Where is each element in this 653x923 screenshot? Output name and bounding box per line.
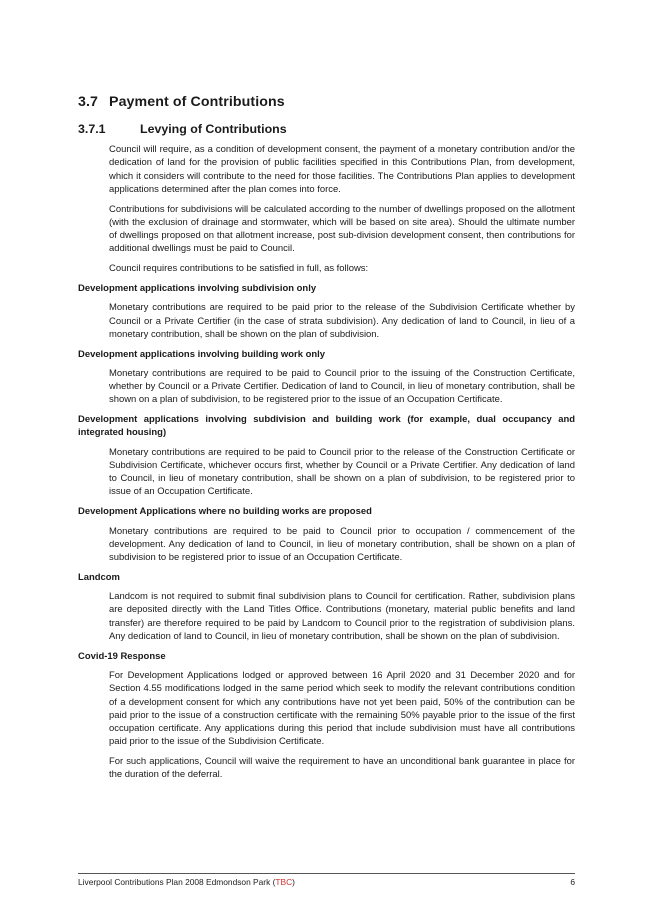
intro-paragraph: Council will require, as a condition of development consent, the payment of a monetary contribution and/or the dedication of land for the provision of public facilities specified in this Contributions Plan, from development, which it considers will contribute to the need for those facilities. The Contributions Plan applies to development applications determined after the plan comes into force. (109, 144, 575, 195)
footer-title-text: Liverpool Contributions Plan 2008 Edmondson Park ( (78, 877, 276, 887)
page-number: 6 (570, 877, 575, 887)
subsection-heading (78, 122, 575, 136)
section-title: Payment of Contributions (109, 94, 285, 110)
intro-paragraph: Contributions for subdivisions will be calculated according to the number of dwellings proposed on the allotment (with the exclusion of drainage and stormwater, which will be based on site area). Should the ultimate number of dwellings proposed on that allotment increase, post sub-division development consent, then contributions for additional dwellings must be paid to Council. (109, 203, 575, 255)
item-paragraph: Monetary contributions are required to be paid to Council prior to the issuing of the Construction Certificate, whether by Council or a Private Certifier. Dedication of land to Council, in lieu of monetary contribution, shall be shown on a plan of subdivision, to be registered prior to the issue of an Occupation Certificate. (109, 367, 575, 406)
page-footer (78, 877, 575, 887)
footer-title-close: ) (292, 877, 295, 887)
item-paragraph: Monetary contributions are required to be paid prior to the release of the Subdivision Certificate whether by Council or a Private Certifier (in the case of strata subdivision). Any dedication of land to Council, in lieu of a monetary contribution, shall be shown on the plan of subdivision. (109, 302, 575, 340)
page-content (78, 94, 575, 788)
item-paragraph: Monetary contributions are required to be paid to Council prior to occupation / commencement of the development. Any dedication of land to Council, in lieu of monetary contribution, shall be shown on a plan of subdivision to be registered prior to issue of an Occupation Certificate. (109, 525, 575, 564)
item-heading: Development Applications where no building works are proposed (78, 506, 372, 518)
section-number: 3.7 (78, 94, 99, 110)
subsection-number: 3.7.1 (78, 122, 106, 136)
item-heading: Development applications involving subdivision only (78, 283, 317, 295)
item-heading: Covid-19 Response (78, 650, 166, 662)
intro-paragraph: Council requires contributions to be satisfied in full, as follows: (109, 263, 369, 275)
item-heading: Development applications involving building work only (78, 348, 325, 360)
footer-divider (78, 873, 575, 874)
item-heading: Landcom (78, 571, 120, 583)
item-paragraph: Landcom is not required to submit final subdivision plans to Council for certification. Rather, subdivision plans are deposited directly with the Land Titles Office. Contributions (monetary, material public benefits and land transfer) are therefore required to be paid by Landcom to Council prior to the registration of subdivision plans. Any dedication of land to Council, in lieu of monetary contribution, shall be shown on the plan of subdivision. (109, 591, 575, 642)
item-paragraph: For such applications, Council will waive the requirement to have an unconditional bank guarantee in place for the duration of the deferral. (109, 756, 575, 781)
section-heading (78, 94, 575, 110)
item-paragraph: Monetary contributions are required to be paid to Council prior to the release of the Construction Certificate or Subdivision Certificate, whichever occurs first, whether by Council or a Private Certifier. Any dedication of land to Council, in lieu of monetary contribution, shall be shown on a plan of subdivision, to be registered prior to issue of an Occupation Certificate. (109, 446, 575, 498)
subsection-title: Levying of Contributions (140, 122, 287, 136)
footer-tbc-marker: TBC (275, 877, 293, 887)
footer-title (78, 877, 295, 887)
item-paragraph: For Development Applications lodged or approved between 16 April 2020 and 31 December 2020 and for Section 4.55 modifications lodged in the same period which seek to modify the relevant contributions condition of a development consent for which any contributions have not yet been paid, 50% of the contribution can be paid prior to the issue of a construction certificate with the remaining 50% payable prior to the issue of the first occupation certificate. Any applications during this period that include subdivision must have all contributions paid prior to the issue of the Subdivision Certificate. (109, 670, 575, 748)
item-heading: Development applications involving subdivision and building work (for example, dual occupancy and integrated housing) (78, 414, 575, 439)
